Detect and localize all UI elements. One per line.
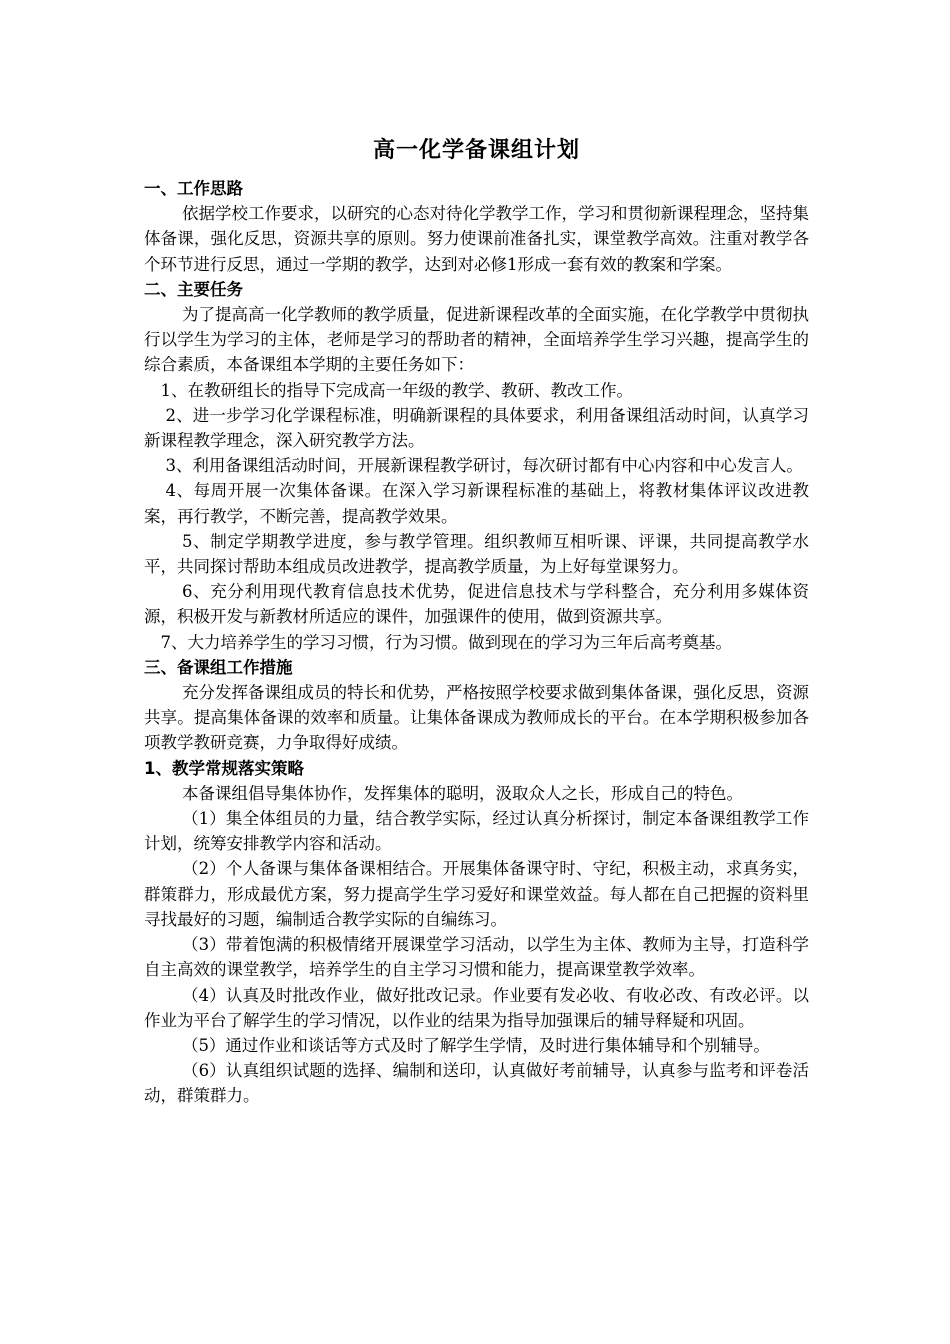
- list-item: 7、大力培养学生的学习习惯，行为习惯。做到现在的学习为三年后高考奠基。: [160, 632, 732, 652]
- list-item: （2）个人备课与集体备课相结合。开展集体备课守时、守纪，积极主动，求真务实，群策群力，形成最优方案，努力提高学生学习爱好和课堂效益。每人都在自己把握的资料里寻找最好的习题，编制适合教学实际的自编练习。: [144, 859, 809, 929]
- list-item: 5、制定学期教学进度，参与教学管理。组织教师互相听课、评课，共同提高教学水平，共同探讨帮助本组成员改进教学，提高教学质量，为上好每堂课努力。: [144, 531, 809, 577]
- paragraph: 依据学校工作要求，以研究的心态对待化学教学工作，学习和贯彻新课程理念，坚持集体备课，强化反思，资源共享的原则。努力使课前准备扎实，课堂教学高效。注重对教学各个环节进行反思，通过一学期的教学，达到对必修1形成一套有效的教案和学案。: [144, 204, 809, 274]
- list-item: 1、在教研组长的指导下完成高一年级的教学、教研、教改工作。: [160, 380, 633, 400]
- document-page: [144, 130, 809, 1109]
- section-heading-measures: 三、备课组工作措施: [144, 657, 293, 677]
- paragraph: 充分发挥备课组成员的特长和优势，严格按照学校要求做到集体备课，强化反思，资源共享。提高集体备课的效率和质量。让集体备课成为教师成长的平台。在本学期积极参加各项教学教研竞赛，力争取得好成绩。: [144, 683, 809, 753]
- list-item: 6、充分利用现代教育信息技术优势，促进信息技术与学科整合，充分利用多媒体资源，积极开发与新教材所适应的课件，加强课件的使用，做到资源共享。: [144, 582, 809, 627]
- list-item: 3、利用备课组活动时间，开展新课程教学研讨，每次研讨都有中心内容和中心发言人。: [165, 456, 803, 476]
- list-item: （6）认真组织试题的选择、编制和送印，认真做好考前辅导，认真参与监考和评卷活动，群策群力。: [144, 1061, 809, 1106]
- paragraph: 本备课组倡导集体协作，发挥集体的聪明，汲取众人之长，形成自己的特色。: [181, 783, 743, 803]
- paragraph: 为了提高高一化学教师的教学质量，促进新课程改革的全面实施，在化学教学中贯彻执行以学生为学习的主体，老师是学习的帮助者的精神，全面培养学生学习兴趣，提高学生的综合素质，本备课组本学期的主要任务如下：: [144, 305, 809, 375]
- list-item: （1）集全体组员的力量，结合教学实际，经过认真分析探讨，制定本备课组教学工作计划，统筹安排教学内容和活动。: [144, 809, 809, 854]
- list-item: （4）认真及时批改作业，做好批改记录。作业要有发必收、有收必改、有改必评。以作业为平台了解学生的学习情况，以作业的结果为指导加强课后的辅导释疑和巩固。: [144, 985, 809, 1030]
- list-item: （5）通过作业和谈话等方式及时了解学生学情，及时进行集体辅导和个别辅导。: [181, 1035, 770, 1055]
- section-heading-main-tasks: 二、主要任务: [144, 279, 243, 299]
- subsection-heading-routine: 1、教学常规落实策略: [144, 758, 304, 778]
- section-heading-work-approach: 一、工作思路: [144, 179, 243, 198]
- list-item: （3）带着饱满的积极情绪开展课堂学习活动，以学生为主体、教师为主导，打造科学自主高效的课堂教学，培养学生的自主学习习惯和能力，提高课堂教学效率。: [144, 935, 809, 980]
- list-item: 2、进一步学习化学课程标准，明确新课程的具体要求，利用备课组活动时间，认真学习新课程教学理念，深入研究教学方法。: [144, 405, 809, 451]
- list-item: 4、每周开展一次集体备课。在深入学习新课程标准的基础上，将教材集体评议改进教案，再行教学，不断完善，提高教学效果。: [144, 481, 809, 526]
- document-title: 高一化学备课组计划: [372, 138, 580, 163]
